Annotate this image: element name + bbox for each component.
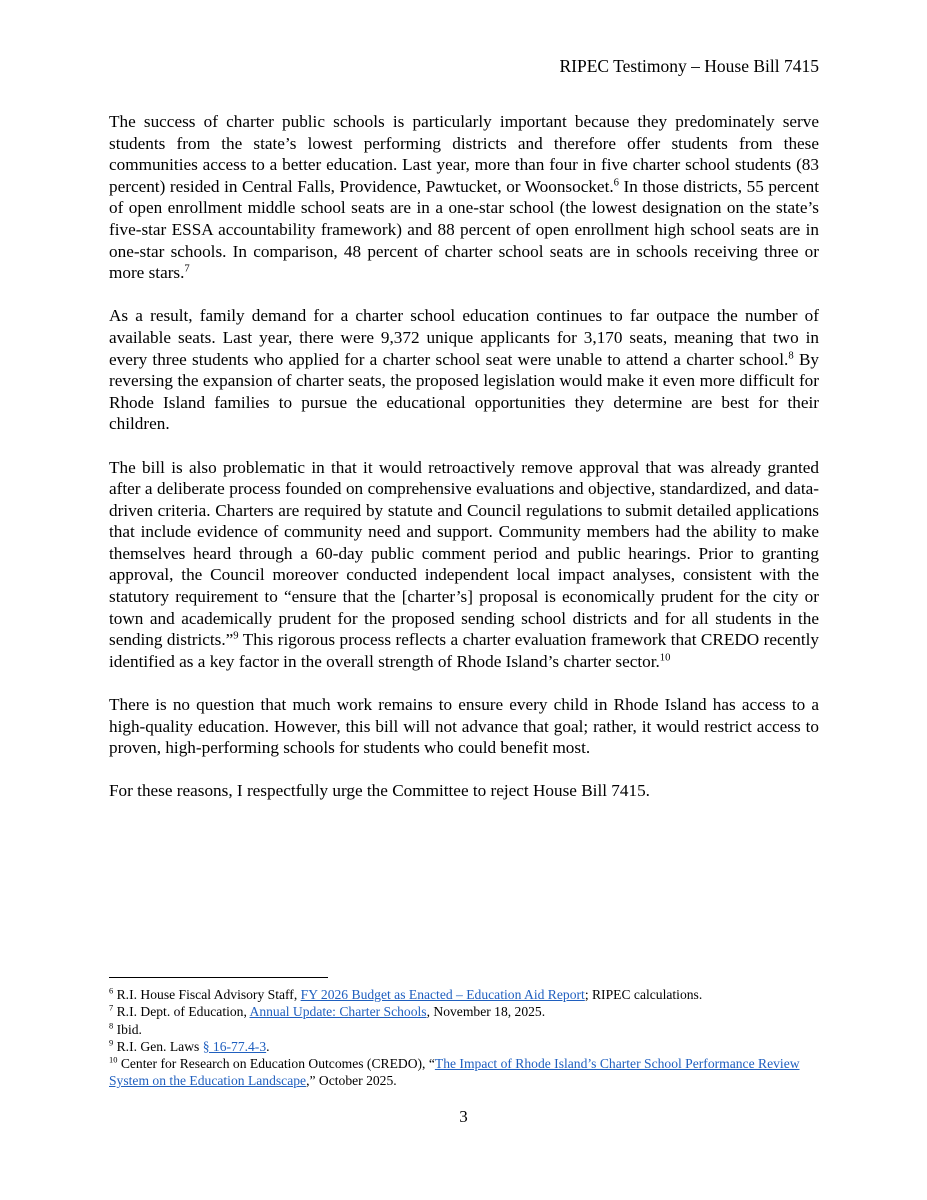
footnote-ref-6[interactable]: 6 (613, 177, 619, 189)
footnote-6 (109, 986, 819, 1003)
footnote-ref-9[interactable]: 9 (233, 630, 239, 642)
paragraph-text: By reversing the expansion of charter seats, the proposed legislation would make it even more difficult for Rhode Island families to pursue the educational opportunities they determine are best for their children. (109, 349, 819, 434)
footnote-text: ,” October 2025. (306, 1073, 397, 1089)
footnote-9 (109, 1038, 819, 1055)
paragraph-text: The success of charter public schools is particularly important because they predominately serve students from the state’s lowest performing districts and therefore offer students from these communities access to a better education. Last year, more than four in five charter school students (83 percent) resided in Central Falls, Providence, Pawtucket, or Woonsocket. (109, 112, 819, 196)
footnote-text: . (266, 1038, 270, 1054)
footnote-8 (109, 1021, 819, 1038)
footnote-number: 7 (109, 1002, 114, 1013)
footnote-link-credo-report[interactable]: The Impact of Rhode Island’s Charter School Performance Review System on the Education Landscape (109, 1056, 800, 1089)
paragraph-charter-success (109, 111, 819, 284)
footnote-number: 10 (109, 1054, 118, 1065)
footnote-ref-8[interactable]: 8 (788, 349, 794, 361)
paragraph-approval-process (109, 457, 819, 673)
footnote-ref-7[interactable]: 7 (184, 263, 190, 275)
footnote-text: ; RIPEC calculations. (584, 987, 703, 1002)
footnote-7 (109, 1003, 819, 1020)
footnote-separator (109, 977, 328, 978)
paragraph-family-demand (109, 305, 819, 435)
footnote-ref-10[interactable]: 10 (659, 652, 671, 664)
page-number: 3 (459, 1107, 468, 1126)
footnote-10 (109, 1055, 819, 1090)
footnote-text: R.I. Gen. Laws (113, 1038, 203, 1054)
footnote-text: R.I. House Fiscal Advisory Staff, (113, 987, 301, 1002)
footnote-link-education-aid-report[interactable]: FY 2026 Budget as Enacted – Education Aid Report (300, 987, 585, 1002)
footnote-number: 8 (109, 1020, 114, 1031)
footnote-number: 9 (109, 1037, 114, 1048)
paragraph-work-remains: There is no question that much work remains to ensure every child in Rhode Island has access to a high-quality education. However, this bill will not advance that goal; rather, it would restrict access to proven, high-performing schools for students who could benefit most. (109, 695, 819, 758)
paragraph-text: The bill is also problematic in that it would retroactively remove approval that was already granted after a deliberate process founded on comprehensive evaluations and objective, standardized, and data-driven criteria. Charters are required by statute and Council regulations to submit detailed applications that include evidence of community need and support. Community members had the ability to make themselves heard through a 60-day public comment period and public hearings. Prior to granting approval, the Council moreover conducted independent local impact analyses, consistent with the statutory requirement to “ensure that the [charter’s] proposal is economically prudent for the city or town and academically prudent for the proposed sending school districts and for all students in the sending districts.” (109, 457, 819, 650)
paragraph-conclusion: For these reasons, I respectfully urge the Committee to reject House Bill 7415. (109, 781, 650, 801)
footnote-link-gen-laws[interactable]: § 16-77.4-3 (202, 1038, 267, 1054)
footnote-text: R.I. Dept. of Education, (113, 1004, 250, 1020)
footnote-text: Ibid. (113, 1021, 142, 1037)
paragraph-text: This rigorous process reflects a charter evaluation framework that CREDO recently identified as a key factor in the overall strength of Rhode Island’s charter sector. (109, 630, 819, 671)
body-text (109, 111, 819, 824)
running-header: RIPEC Testimony – House Bill 7415 (559, 56, 819, 76)
paragraph-text: As a result, family demand for a charter school education continues to far outpace the number of available seats. Last year, there were 9,372 unique applicants for 3,170 seats, meaning that two in every three students who applied for a charter school seat were unable to attend a charter school. (109, 306, 819, 369)
footnote-number: 6 (109, 985, 114, 996)
footnote-link-annual-update[interactable]: Annual Update: Charter Schools (249, 1004, 427, 1020)
footnotes (109, 986, 819, 1090)
footnote-text: Center for Research on Education Outcomes (CREDO), “ (117, 1056, 435, 1072)
footnote-text: , November 18, 2025. (426, 1004, 546, 1020)
paragraph-text: In those districts, 55 percent of open enrollment middle school seats are in a one-star school (the lowest designation on the state’s five-star ESSA accountability framework) and 88 percent of open enrollment high school seats are in one-star schools. In comparison, 48 percent of charter school seats are in schools receiving three or more stars. (109, 176, 819, 283)
